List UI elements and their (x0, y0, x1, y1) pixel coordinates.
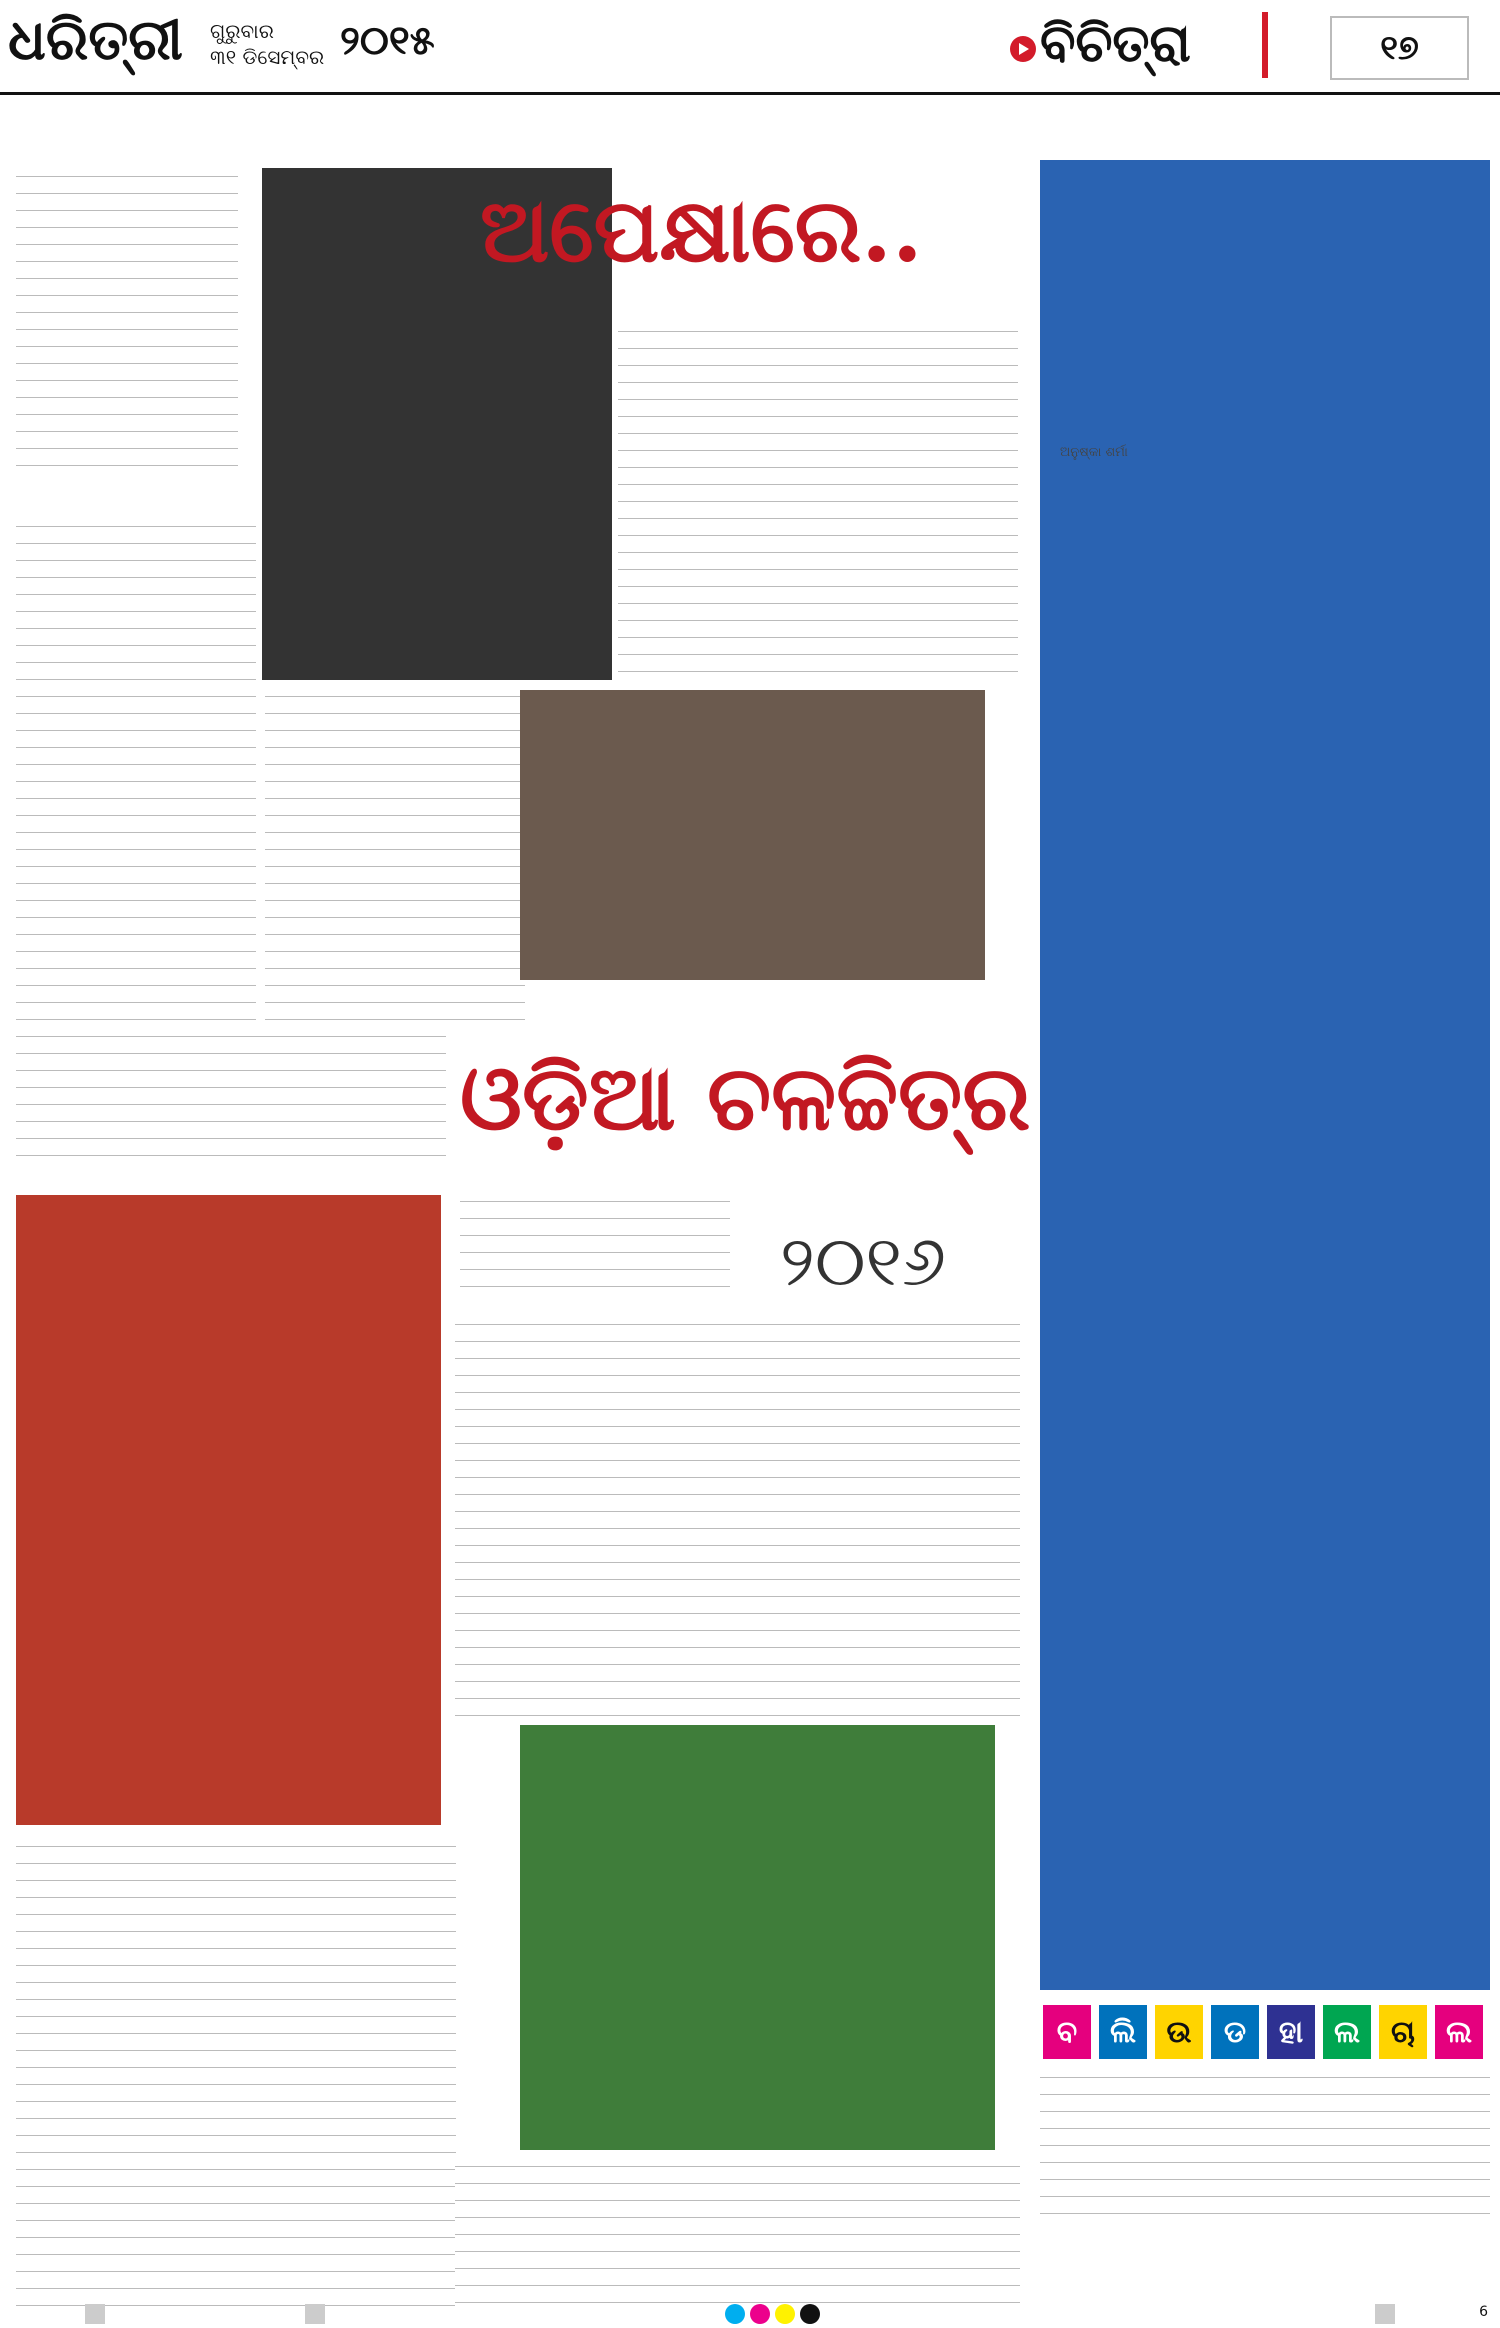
tag-letter: ହା (1267, 2005, 1315, 2059)
article2-lead (16, 1030, 446, 1170)
feature-photo-caption: ଅନୁଷ୍କା ଶର୍ମା (1060, 445, 1128, 460)
issue-year: ୨୦୧୫ (340, 18, 435, 64)
article1-column-2 (618, 325, 1018, 680)
article1-column-3 (265, 690, 525, 1025)
article2-column-3 (455, 2160, 1020, 2310)
print-registration-strip (0, 2300, 1500, 2328)
bollywood-bullets (1040, 2071, 1490, 2221)
tag-letter: ଲ (1323, 2005, 1371, 2059)
issue-day: ଗୁରୁବାର (210, 19, 274, 43)
registration-swatch (775, 2304, 795, 2324)
article1-column-1 (16, 520, 256, 1025)
bollywood-tag (1043, 2005, 1483, 2059)
registration-swatch (800, 2304, 820, 2324)
page-number-box: ୧୭ (1330, 16, 1469, 80)
article2-title: ଓଡ଼ିଆ ଚଳଚ୍ଚିତ୍ର (460, 1045, 1031, 1151)
masthead (0, 0, 1500, 95)
tag-letter: ଚା (1379, 2005, 1427, 2059)
article2-photo-1 (16, 1195, 441, 1825)
registration-swatch (305, 2304, 325, 2324)
article2-intro (460, 1195, 730, 1290)
newspaper-logo: ଧରିତ୍ରୀ (8, 8, 183, 73)
article2-column-2 (16, 1840, 456, 2310)
article1-title: ଅପେକ୍ଷାରେ.. (480, 178, 923, 282)
tag-letter: ଲ (1435, 2005, 1483, 2059)
play-icon (1010, 36, 1036, 62)
registration-swatch (725, 2304, 745, 2324)
section-divider (1262, 12, 1268, 78)
article2-year: ୨୦୧୬ (780, 1220, 946, 1302)
feature-photo (1040, 160, 1490, 1990)
article2-photo-2 (520, 1725, 995, 2150)
article1-photo-second (520, 690, 985, 980)
tag-letter: ବ (1043, 2005, 1091, 2059)
issue-date (210, 18, 324, 70)
tag-letter: ଉ (1155, 2005, 1203, 2059)
article2-column-1 (455, 1318, 1020, 1718)
registration-swatch (1375, 2304, 1395, 2324)
tag-letter: ଲି (1099, 2005, 1147, 2059)
registration-swatch (750, 2304, 770, 2324)
article1-intro (16, 170, 238, 470)
registration-swatch (85, 2304, 105, 2324)
tag-letter: ଡ (1211, 2005, 1259, 2059)
page-number-footer: 6 (1479, 2304, 1488, 2320)
section-title: ବିଚିତ୍ରା (1040, 14, 1191, 74)
issue-date-text: ୩୧ ଡିସେମ୍ବର (210, 45, 325, 69)
